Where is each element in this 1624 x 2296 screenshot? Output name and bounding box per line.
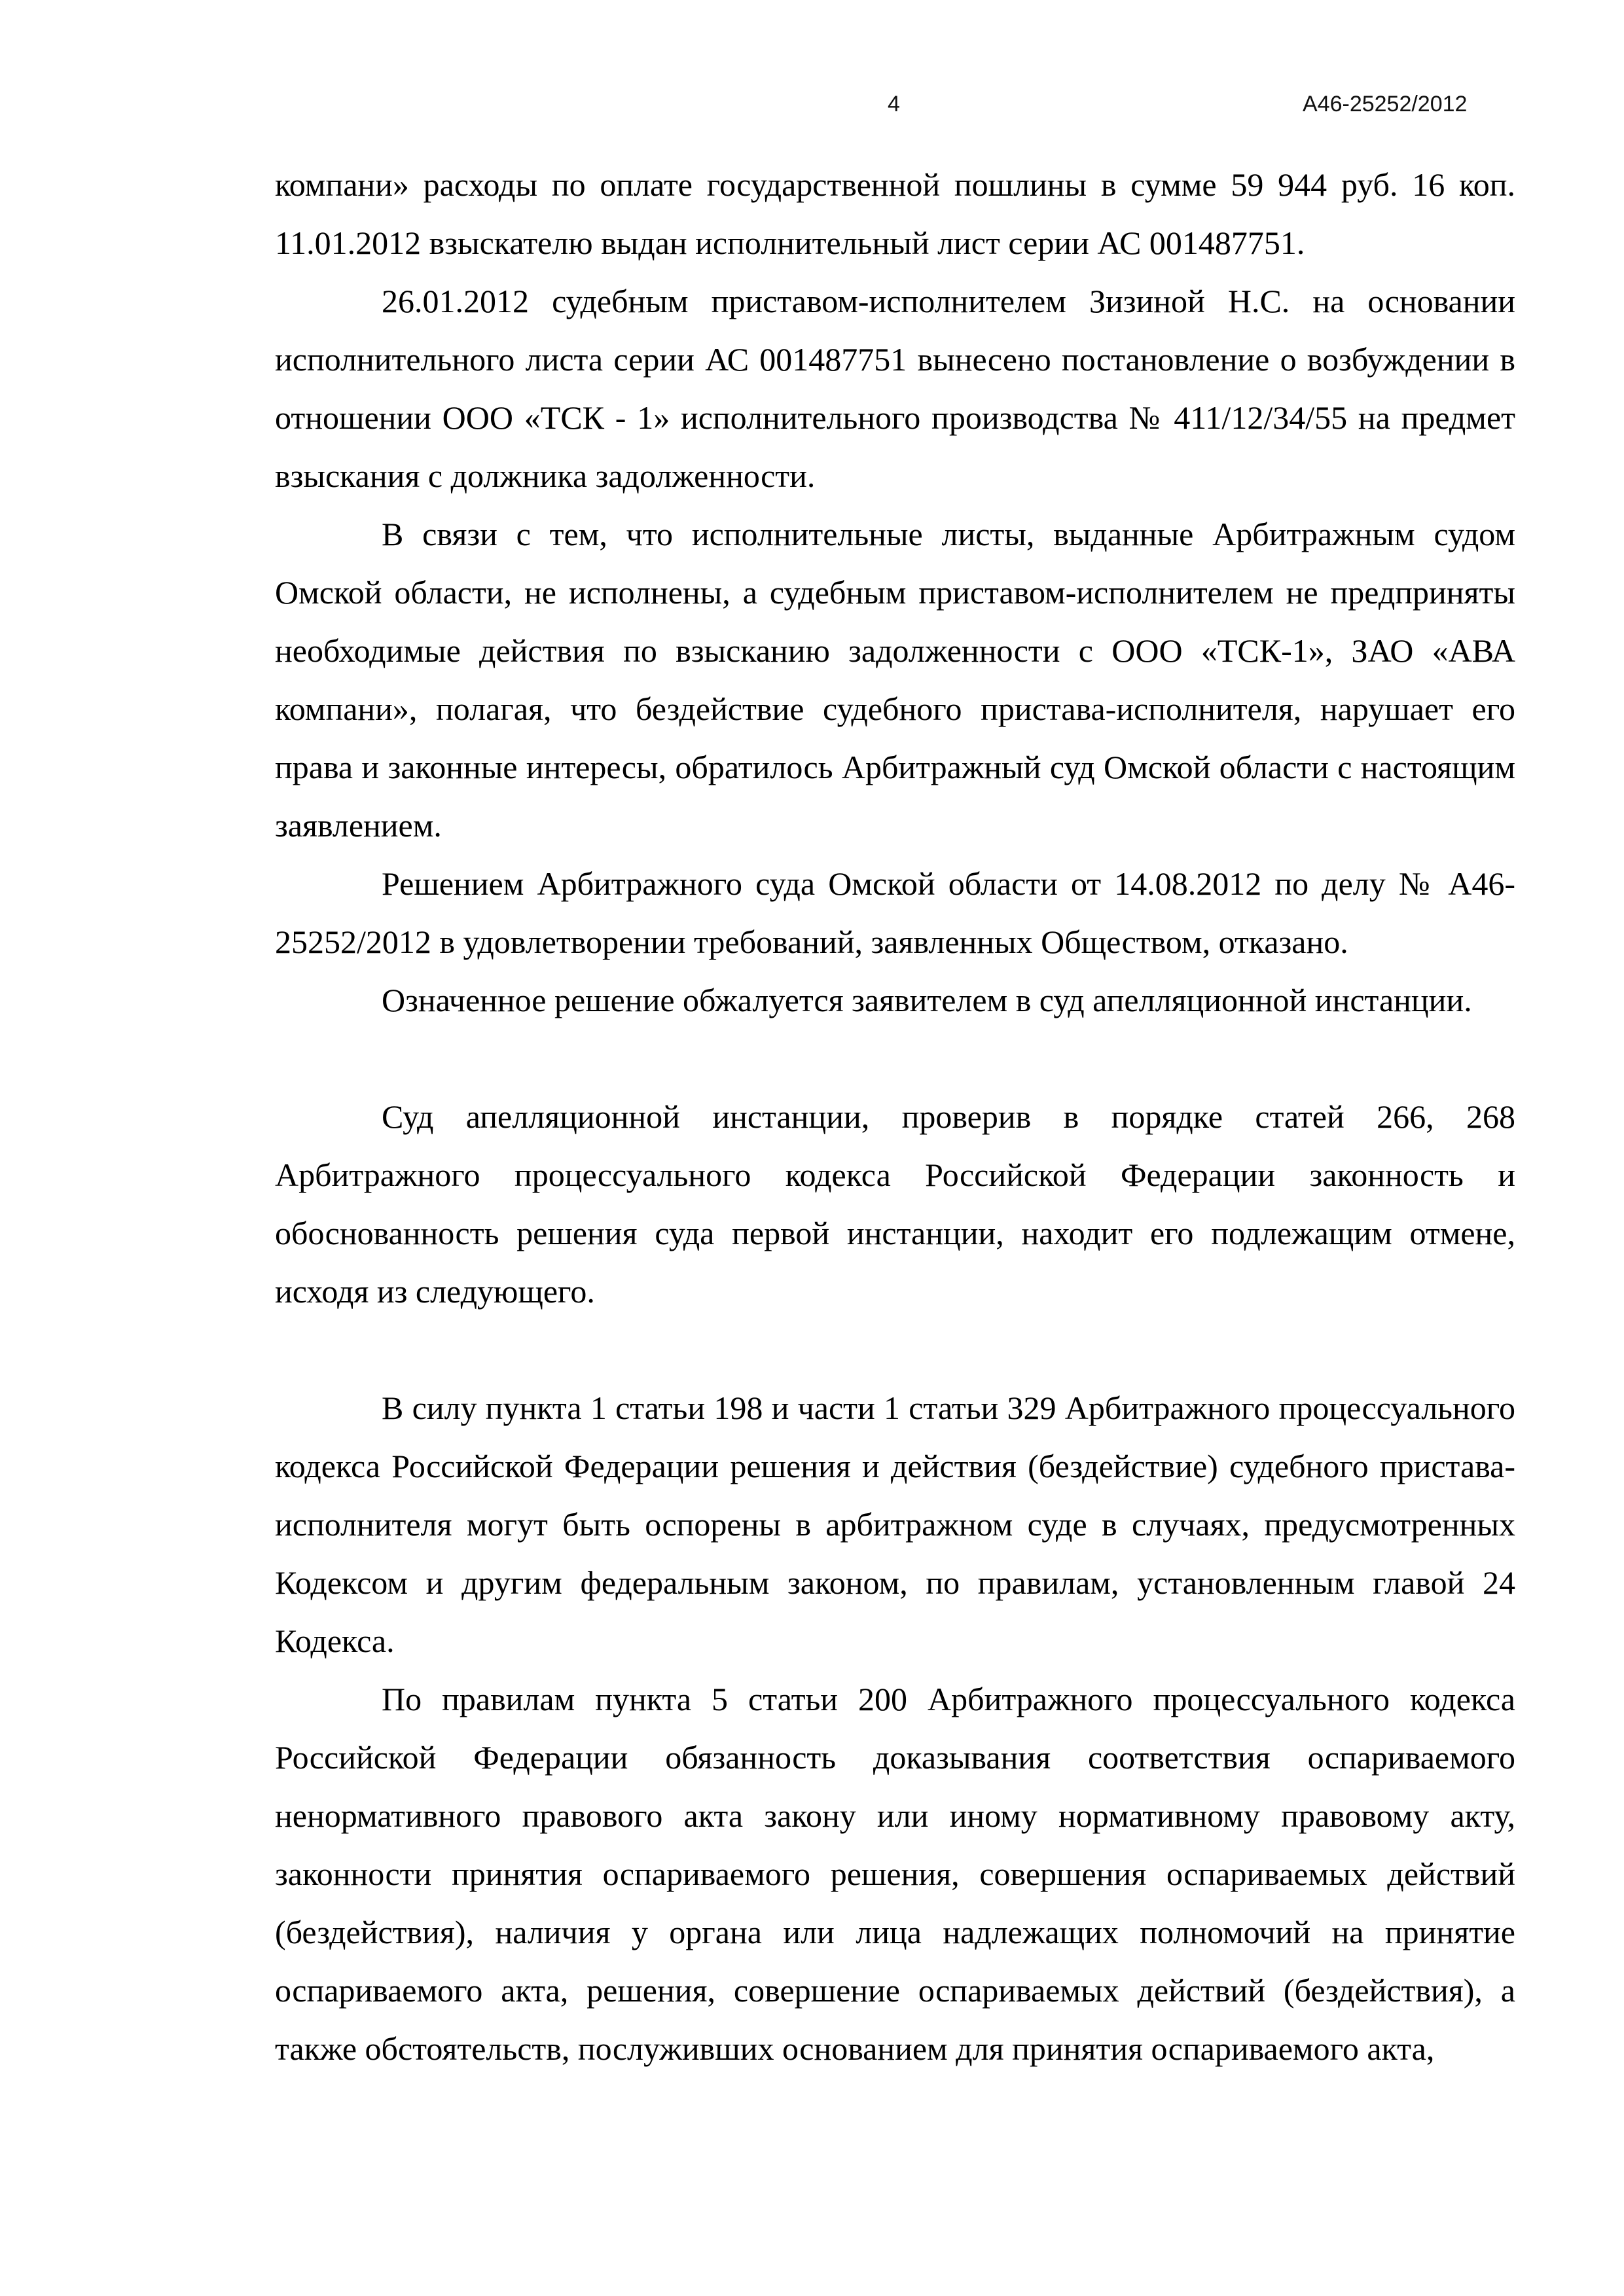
paragraph-legal-basis: В силу пункта 1 статьи 198 и части 1 статьи 329 Арбитражного процессуального кодекса Российской Федерации решения и действия (бездействие) судебного пристава-исполнителя могут быть оспорены в арбитражном суде в случаях, предусмотренных Кодексом и другим федеральным законом, по правилам, установленным главой 24 Кодекса. (275, 1390, 1515, 1659)
paragraph-continuation: компани» расходы по оплате государственной пошлины в сумме 59 944 руб. 16 коп. 11.01.2012 взыскателю выдан исполнительный лист серии АС 001487751. (275, 166, 1515, 261)
paragraph-enforcement-proceedings: 26.01.2012 судебным приставом-исполнителем Зизиной Н.С. на основании исполнительного листа серии АС 001487751 вынесено постановление о возбуждении в отношении ООО «ТСК - 1» исполнительного производства № 411/12/34/55 на предмет взыскания с должника задолженности. (275, 283, 1515, 494)
document-body (275, 156, 1515, 2078)
case-number: А46-25252/2012 (1303, 92, 1468, 117)
paragraph-appellate-review: Суд апелляционной инстанции, проверив в порядке статей 266, 268 Арбитражного процессуального кодекса Российской Федерации законность и обоснованность решения суда первой инстанции, находит его подлежащим отмене, исходя из следующего. (275, 1098, 1515, 1310)
paragraph-claim: В связи с тем, что исполнительные листы, выданные Арбитражным судом Омской области, не исполнены, а судебным приставом-исполнителем не предприняты необходимые действия по взысканию задолженности с ООО «ТСК-1», ЗАО «АВА компани», полагая, что бездействие судебного пристава-исполнителя, нарушает его права и законные интересы, обратилось Арбитражный суд Омской области с настоящим заявлением. (275, 516, 1515, 844)
paragraph-first-instance-decision: Решением Арбитражного суда Омской области от 14.08.2012 по делу № А46-25252/2012 в удовлетворении требований, заявленных Обществом, отказано. (275, 865, 1515, 960)
paragraph-burden-of-proof: По правилам пункта 5 статьи 200 Арбитражного процессуального кодекса Российской Федерации обязанность доказывания соответствия оспариваемого ненормативного правового акта закону или иному нормативному правовому акту, законности принятия оспариваемого решения, совершения оспариваемых действий (бездействия), наличия у органа или лица надлежащих полномочий на принятие оспариваемого акта, решения, совершение оспариваемых действий (бездействия), а также обстоятельств, послуживших основанием для принятия оспариваемого акта, (275, 1681, 1515, 2067)
paragraph-appeal: Означенное решение обжалуется заявителем в суд апелляционной инстанции. (382, 982, 1472, 1018)
page-number: 4 (888, 92, 900, 117)
